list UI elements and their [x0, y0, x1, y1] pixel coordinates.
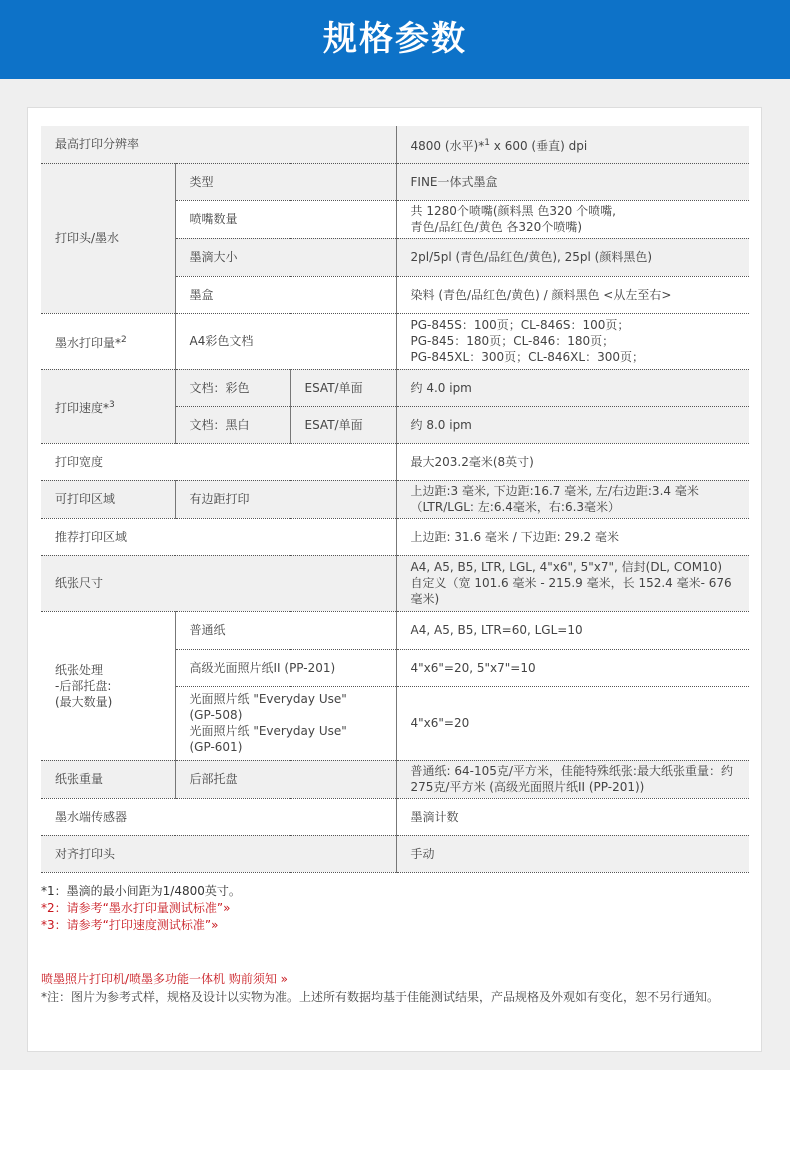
- pro-paper-label: 高级光面照片纸II (PP-201): [175, 649, 396, 686]
- weight-sub: 后部托盘: [175, 760, 396, 798]
- recommended-value: 上边距: 31.6 毫米 / 下边距: 29.2 毫米: [396, 518, 749, 555]
- table-row: [41, 760, 749, 798]
- plain-paper-label: 普通纸: [175, 611, 396, 649]
- table-row: [41, 369, 749, 406]
- spec-table: [41, 126, 749, 873]
- ink-yield-label: 墨水打印量*$^2$: [41, 313, 175, 369]
- align-value: 手动: [396, 835, 749, 872]
- footnotes: [41, 883, 749, 934]
- ink-yield-value: PG-845S：100页；CL-846S：100页； PG-845：180页；CL-846：180页； PG-845XL：300页；CL-846XL：300页；: [396, 313, 749, 369]
- footnote-3-link[interactable]: *3：请参考“打印速度测试标准”»: [41, 918, 219, 932]
- page-title: 规格参数: [323, 19, 467, 59]
- align-label: 对齐打印头: [41, 835, 396, 872]
- table-row: [41, 126, 749, 163]
- table-row: [41, 798, 749, 835]
- speed-color-mode: ESAT/单面: [290, 369, 396, 406]
- cartridge-label: 墨盒: [175, 276, 396, 313]
- table-row: [41, 555, 749, 611]
- table-row: [41, 518, 749, 555]
- table-row: [41, 835, 749, 872]
- recommended-label: 推荐打印区域: [41, 518, 396, 555]
- printhead-type-value: FINE一体式墨盒: [396, 163, 749, 200]
- width-label: 打印宽度: [41, 443, 396, 480]
- speed-mono-value: 约 8.0 ipm: [396, 406, 749, 443]
- paper-size-label: 纸张尺寸: [41, 555, 396, 611]
- page-header: [0, 0, 790, 79]
- table-row: [41, 611, 749, 649]
- resolution-value: 4800 (水平)*$^1$ x 600 (垂直) dpi: [396, 126, 749, 163]
- weight-value: 普通纸: 64-105克/平方米，佳能特殊纸张:最大纸张重量：约 275克/平方米 (高级光面照片纸II (PP-201)): [396, 760, 749, 798]
- speed-mono-doc: 文档：黑白: [175, 406, 290, 443]
- pro-paper-value: 4"x6"=20, 5"x7"=10: [396, 649, 749, 686]
- buy-notice-link[interactable]: 喷墨照片打印机/喷墨多功能一体机 购前须知 »: [41, 972, 289, 986]
- printable-sub: 有边距打印: [175, 480, 396, 518]
- droplet-label: 墨滴大小: [175, 238, 396, 276]
- speed-label: 打印速度*$^3$: [41, 369, 175, 443]
- printhead-label: 打印头/墨水: [41, 163, 175, 313]
- glossy-paper-label: 光面照片纸 "Everyday Use" (GP-508) 光面照片纸 "Everyday Use" (GP-601): [175, 686, 396, 760]
- droplet-value: 2pl/5pl (青色/品红色/黄色), 25pl (颜料黑色): [396, 238, 749, 276]
- sensor-label: 墨水端传感器: [41, 798, 396, 835]
- resolution-label: 最高打印分辨率: [41, 126, 396, 163]
- table-row: [41, 480, 749, 518]
- glossy-paper-value: 4"x6"=20: [396, 686, 749, 760]
- plain-paper-value: A4, A5, B5, LTR=60, LGL=10: [396, 611, 749, 649]
- sensor-value: 墨滴计数: [396, 798, 749, 835]
- speed-mono-mode: ESAT/单面: [290, 406, 396, 443]
- footnote-1: *1：墨滴的最小间距为1/4800英寸。: [41, 884, 241, 898]
- nozzle-label: 喷嘴数量: [175, 200, 396, 238]
- printable-label: 可打印区域: [41, 480, 175, 518]
- printable-value: 上边距:3 毫米, 下边距:16.7 毫米, 左/右边距:3.4 毫米 （LTR/LGL: 左:6.4毫米，右:6.3毫米）: [396, 480, 749, 518]
- ink-yield-doc: A4彩色文档: [175, 313, 396, 369]
- printhead-type-label: 类型: [175, 163, 396, 200]
- paper-size-value: A4, A5, B5, LTR, LGL, 4"x6", 5"x7", 信封(DL, COM10) 自定义（宽 101.6 毫米 - 215.9 毫米，长 152.4 毫米- 676 毫米): [396, 555, 749, 611]
- table-row: [41, 313, 749, 369]
- table-row: [41, 443, 749, 480]
- table-row: [41, 163, 749, 200]
- nozzle-value: 共 1280个喷嘴(颜料黑 色320 个喷嘴, 青色/品红色/黄色 各320个喷嘴): [396, 200, 749, 238]
- footnote-2-link[interactable]: *2：请参考“墨水打印量测试标准”»: [41, 901, 231, 915]
- speed-color-doc: 文档：彩色: [175, 369, 290, 406]
- paper-handling-label: 纸张处理 -后部托盘: (最大数量): [41, 611, 175, 760]
- width-value: 最大203.2毫米(8英寸): [396, 443, 749, 480]
- cartridge-value: 染料 (青色/品红色/黄色) / 颜料黑色 <从左至右>: [396, 276, 749, 313]
- weight-label: 纸张重量: [41, 760, 175, 798]
- disclaimer-text: *注：图片为参考式样，规格及设计以实物为准。上述所有数据均基于佳能测试结果，产品规格及外观如有变化，恕不另行通知。: [41, 990, 720, 1004]
- speed-color-value: 约 4.0 ipm: [396, 369, 749, 406]
